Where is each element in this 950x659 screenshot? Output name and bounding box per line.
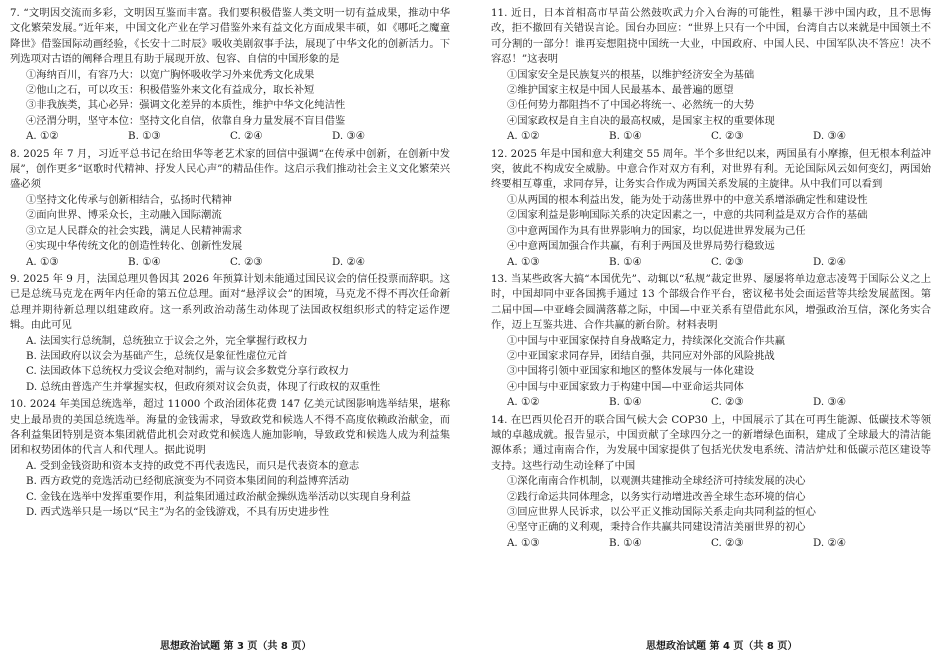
page-footer-right: 思想政治试题 第 4 页（共 8 页）: [646, 641, 798, 652]
question: [491, 6, 931, 145]
answer-choice: C. ②③: [711, 536, 744, 549]
question-option: ②面向世界、博采众长，主动融入国际潮流: [26, 209, 222, 222]
question: [10, 397, 450, 520]
question-option: ③非我族类，其心必异：强调文化差异的本质性，维护中华文化纯洁性: [26, 99, 346, 112]
question: [10, 147, 450, 270]
question-option: B. 法国政府以议会为基础产生，总统仅是象征性虚位元首: [26, 349, 288, 362]
answer-choices: [10, 129, 450, 144]
question-option: ④泾渭分明，坚守本位：坚持文化自信，依靠自身力量发展不盲目借鉴: [26, 114, 346, 127]
answer-choices: [491, 129, 931, 144]
question-option: ④中意两国加强合作共赢，有利于两国及世界局势行稳致远: [507, 240, 775, 253]
question-option: C. 金钱在选举中发挥重要作用，利益集团通过政治献金操纵选举活动以实现自身利益: [26, 490, 411, 503]
answer-choice: B. ①④: [609, 130, 642, 143]
answer-choice: D. ②④: [813, 255, 846, 268]
question-option: C. 法国政体下总统权力受议会绝对制约，需与议会多数党分享行政权力: [26, 365, 349, 378]
answer-choice: A. ①③: [26, 255, 59, 268]
right-column: [491, 6, 931, 553]
question-stem: 8. 2025 年 7 月，习近平总书记在给田华等老艺术家的回信中强调“在传承中创新，在创新中发展”，创作更多“讴歌时代精神、抒发人民心声”的精品佳作。这启示我们推动社会主义文化繁荣兴盛必须: [10, 147, 450, 191]
question-option: ②践行命运共同体理念，以务实行动增进改善全球生态环境的信心: [507, 490, 806, 503]
question: [491, 272, 931, 411]
answer-choice: D. ②④: [813, 536, 846, 549]
left-column: [10, 6, 450, 522]
question-option: ①深化南南合作机制，以观测共建推动全球经济可持续发展的决心: [507, 475, 806, 488]
answer-choices: [491, 255, 931, 270]
question-option: A. 受到金钱资助和资本支持的政党不再代表选民，而只是代表资本的意志: [26, 459, 360, 472]
answer-choice: A. ①③: [507, 536, 540, 549]
question-option: A. 法国实行总统制，总统独立于议会之外，完全掌握行政权力: [26, 334, 308, 347]
question-option: ②他山之石，可以攻玉：积极借鉴外来文化有益成分，取长补短: [26, 84, 315, 97]
answer-choice: A. ①②: [507, 396, 540, 409]
answer-choice: A. ①②: [507, 130, 540, 143]
answer-choices: [491, 536, 931, 551]
answer-choice: D. ②④: [332, 255, 365, 268]
question-option: B. 西方政党的竞选活动已经彻底演变为不同资本集团间的利益博弈活动: [26, 475, 350, 488]
answer-choice: B. ①③: [128, 130, 161, 143]
answer-choice: A. ①②: [26, 130, 59, 143]
question-option: ①国家安全是民族复兴的根基，以维护经济安全为基础: [507, 68, 755, 81]
answer-choice: B. ①④: [128, 255, 161, 268]
question-stem: 13. 当某些政客大搞“本国优先”、动辄以“私规”裁定世界、屡屡将单边意志凌驾于国际公义之上时，中国却同中亚各国携手通过 13 个部级合作平台，密议秘书处会面运营等共绘发展蓝图。第二届中国—中亚峰会圆满落幕之际，中国—中亚关系有望借此东风，增强政治互信，深化务实合作，迈上互鉴共进、合作共赢的新台阶。材料表明: [491, 272, 931, 332]
question-option: ③中国将引领中亚国家和地区的整体发展与一体化建设: [507, 365, 755, 378]
question-option: ④国家政权是自主自决的最高权威，是国家主权的重要体现: [507, 114, 775, 127]
answer-choice: B. ①④: [609, 536, 642, 549]
question-stem: 11. 近日，日本首相高市早苗公然鼓吹武力介入台海的可能性，粗暴干涉中国内政，且不思悔改，拒不撤回有关错误言论。国台办回应：“世界上只有一个中国，台湾自古以来就是中国领土不可分割的一部分！谁再妄想阻挠中国统一大业，中国政府、中国人民、中国军队决不答应！决不容忍！”这表明: [491, 7, 931, 66]
question-option: ④坚守正确的义利观，秉持合作共赢共同建设清洁美丽世界的初心: [507, 521, 806, 534]
answer-choice: B. ①④: [609, 255, 642, 268]
answer-choice: C. ②③: [711, 255, 744, 268]
question-stem: 12. 2025 年是中国和意大利建交 55 周年。半个多世纪以来，两国虽有小摩擦，但无根本利益冲突，彼此不构成安全威胁。中意合作对双方有利，对世界有利。无论国际风云如何变幻，两国始终要相互尊重，求同存异，让务实合作成为两国关系发展的主旋律。从中我们可以看到: [491, 147, 931, 191]
question-option: ③回应世界人民诉求，以公平正义推动国际关系走向共同利益的恒心: [507, 506, 816, 518]
question-option: ③中意两国作为具有世界影响力的国家，均以促进世界发展为己任: [507, 224, 806, 237]
answer-choices: [491, 395, 931, 410]
question: [10, 6, 450, 145]
question-stem: 10. 2024 年美国总统选举，超过 11000 个政治团体花费 147 亿美元试图影响选举结果，堪称史上最昂贵的美国总统选举。海量的金钱需求，导致政党和候选人不得不高度依赖政治献金，而各利益集团特别是资本集团就借此机会对政党和候选人施加影响，导致政党和候选人成为利益集团和权势团体的代言人和代理人。据此说明: [10, 398, 450, 457]
question-option: ④实现中华传统文化的创造性转化、创新性发展: [26, 240, 243, 253]
question-stem: 7. “文明因交流而多彩，文明因互鉴而丰富。我们要积极借鉴人类文明一切有益成果，推动中华文化繁荣发展。”近年来，中国文化产业在学习借鉴外来有益文化方面成果丰硕，如《哪吒之魔童降世》借鉴国际动画经验，《长安十二时辰》吸收美剧叙事手法，展现了中华文化的创新活力。下列选项对古语的阐释合理且有助于展现开放、包容、自信的中国形象的是: [10, 7, 450, 66]
answer-choice: C. ②④: [230, 130, 263, 143]
question-option: D. 总统由普选产生并掌握实权，但政府须对议会负责，体现了行政权的双重性: [26, 380, 381, 393]
answer-choices: [10, 255, 450, 270]
question-option: ①中国与中亚国家保持自身战略定力，持续深化交流合作共赢: [507, 334, 786, 347]
question-option: ①从两国的根本利益出发，能为处于动荡世界中的中意关系增添确定性和建设性: [507, 193, 868, 206]
answer-choice: D. ③④: [332, 130, 365, 143]
answer-choice: C. ②③: [230, 255, 263, 268]
answer-choice: D. ③④: [813, 396, 846, 409]
question-option: ③任何势力都阻挡不了中国必将统一、必然统一的大势: [507, 99, 755, 112]
page-footer-left: 思想政治试题 第 3 页（共 8 页）: [160, 641, 312, 652]
answer-choice: A. ①③: [507, 255, 540, 268]
answer-choice: D. ③④: [813, 130, 846, 143]
question-option: ②维护国家主权是中国人民最基本、最普遍的愿望: [507, 84, 734, 97]
answer-choice: C. ②③: [711, 396, 744, 409]
question-option: D. 西式选举只是一场以“民主”为名的金钱游戏，不具有历史进步性: [26, 506, 329, 518]
question-option: ①海纳百川，有容乃大：以宽广胸怀吸收学习外来优秀文化成果: [26, 68, 315, 81]
question-option: ②中亚国家求同存异，团结自强，共同应对外部的风险挑战: [507, 349, 775, 362]
answer-choice: B. ①④: [609, 396, 642, 409]
answer-choice: C. ②③: [711, 130, 744, 143]
question-stem: 9. 2025 年 9 月，法国总理贝鲁因其 2026 年预算计划未能通过国民议会的信任投票而辞职。这已是总统马克龙在两年内任命的第五位总理。面对“悬浮议会”的困境，马克龙不得不再次任命新总理并期待新总理以组建政府。这一系列政治动荡生动体现了法国政权组织形式的特定运作逻辑。由此可见: [10, 272, 450, 332]
question-option: ③立足人民群众的社会实践，满足人民精神需求: [26, 224, 243, 237]
question-option: ②国家利益是影响国际关系的决定因素之一，中意的共同利益是双方合作的基础: [507, 209, 868, 222]
question-option: ④中国与中亚国家致力于构建中国—中亚命运共同体: [507, 380, 744, 393]
question-option: ①坚持文化传承与创新相结合，弘扬时代精神: [26, 193, 232, 206]
question-stem: 14. 在巴西贝伦召开的联合国气候大会 COP30 上，中国展示了其在可再生能源、低碳技术等领域的卓越成就。报告显示，中国贡献了全球四分之一的新增绿色面积，建成了全球最大的清洁能源体系；通过南南合作，为发展中国家提供了包括光伏发电系统、清洁炉灶和低碳示范区建设等支持。这些行动生动诠释了中国: [491, 413, 931, 472]
question: [491, 147, 931, 270]
question: [10, 272, 450, 395]
question: [491, 413, 931, 552]
